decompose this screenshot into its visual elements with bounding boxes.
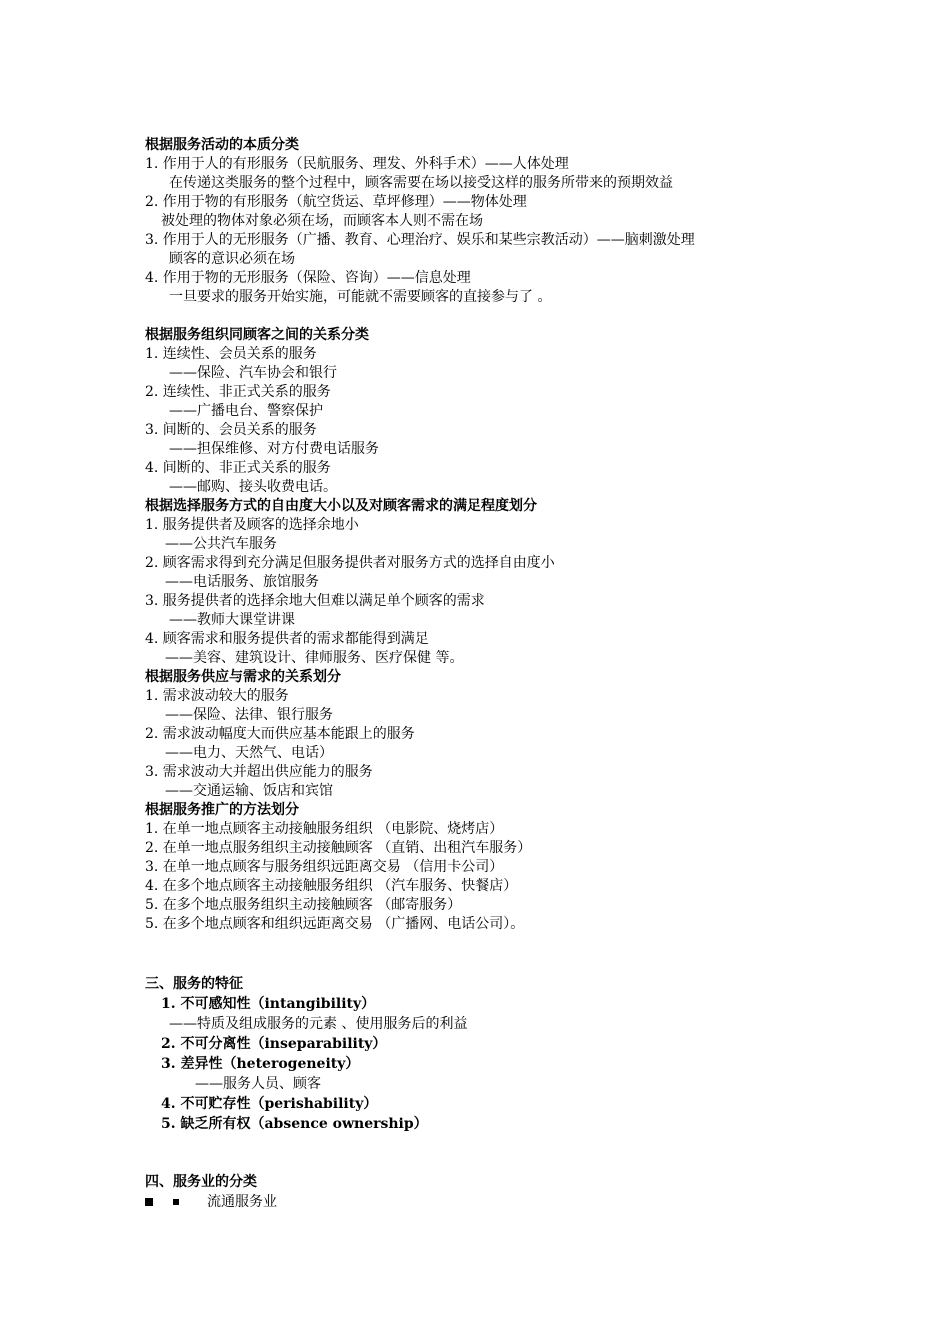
list-item: 1. 连续性、会员关系的服务 xyxy=(145,346,317,362)
list-item-note: ——保险、法律、银行服务 xyxy=(165,707,333,723)
list-item: 1. 需求波动较大的服务 xyxy=(145,688,289,704)
list-item: 4. 顾客需求和服务提供者的需求都能得到满足 xyxy=(145,631,429,647)
list-item-note: ——保险、汽车协会和银行 xyxy=(169,365,337,381)
spacer xyxy=(145,934,845,974)
list-item: 3. 服务提供者的选择余地大但难以满足单个顾客的需求 xyxy=(145,593,485,609)
list-item: 3. 间断的、会员关系的服务 xyxy=(145,422,317,438)
characteristic-item: 5. 缺乏所有权（absence ownership） xyxy=(161,1116,428,1132)
list-item-note: 在传递这类服务的整个过程中，顾客需要在场以接受这样的服务所带来的预期效益 xyxy=(169,175,673,191)
list-item: 4. 间断的、非正式关系的服务 xyxy=(145,460,331,476)
list-item: 4. 在多个地点顾客主动接触服务组织 （汽车服务、快餐店） xyxy=(145,878,518,894)
list-item: 1. 在单一地点顾客主动接触服务组织 （电影院、烧烤店） xyxy=(145,821,504,837)
list-item: 4. 作用于物的无形服务（保险、咨询）——信息处理 xyxy=(145,270,471,286)
section-title-freedom: 根据选择服务方式的自由度大小以及对顾客需求的满足程度划分 xyxy=(145,498,537,514)
list-item: 1. 作用于人的有形服务（民航服务、理发、外科手术）——人体处理 xyxy=(145,156,569,172)
bullet-text: 流通服务业 xyxy=(207,1194,277,1210)
document-page xyxy=(145,136,845,1212)
list-item: 1. 服务提供者及顾客的选择余地小 xyxy=(145,517,359,533)
characteristic-item: 2. 不可分离性（inseparability） xyxy=(161,1036,387,1052)
list-item-note: ——电话服务、旅馆服务 xyxy=(165,574,319,590)
list-item: 2. 需求波动幅度大而供应基本能跟上的服务 xyxy=(145,726,415,742)
list-item: 2. 连续性、非正式关系的服务 xyxy=(145,384,331,400)
list-item-note: 被处理的物体对象必须在场，而顾客本人则不需在场 xyxy=(161,213,483,229)
list-item-note: 一旦要求的服务开始实施，可能就不需要顾客的直接参与了 。 xyxy=(169,289,552,305)
list-item: 2. 顾客需求得到充分满足但服务提供者对服务方式的选择自由度小 xyxy=(145,555,555,571)
list-item-note: ——担保维修、对方付费电话服务 xyxy=(169,441,379,457)
section-title-supply-demand: 根据服务供应与需求的关系划分 xyxy=(145,669,341,685)
section-title-nature: 根据服务活动的本质分类 xyxy=(145,137,299,153)
characteristic-note: ——服务人员、顾客 xyxy=(195,1076,321,1092)
list-item-note: ——公共汽车服务 xyxy=(165,536,277,552)
list-item: 5. 在多个地点顾客和组织远距离交易 （广播网、电话公司）。 xyxy=(145,916,525,932)
list-item-note: ——邮购、接头收费电话。 xyxy=(169,479,337,495)
characteristic-item: 4. 不可贮存性（perishability） xyxy=(161,1096,378,1112)
list-item: 3. 需求波动大并超出供应能力的服务 xyxy=(145,764,373,780)
section-title-characteristics: 三、服务的特征 xyxy=(145,976,243,992)
list-item-note: ——美容、建筑设计、律师服务、医疗保健 等。 xyxy=(165,650,464,666)
list-item-note: ——教师大课堂讲课 xyxy=(169,612,295,628)
small-square-bullet-icon xyxy=(173,1199,179,1205)
characteristic-item: 3. 差异性（heterogeneity） xyxy=(161,1056,360,1072)
list-item-note: ——广播电台、警察保护 xyxy=(169,403,323,419)
bullet-list-item xyxy=(145,1192,845,1212)
spacer xyxy=(145,1134,845,1172)
section-title-relationship: 根据服务组织同顾客之间的关系分类 xyxy=(145,327,369,343)
square-bullet-icon xyxy=(145,1198,153,1206)
section-title-industry-classification: 四、服务业的分类 xyxy=(145,1174,257,1190)
list-item: 2. 作用于物的有形服务（航空货运、草坪修理）——物体处理 xyxy=(145,194,527,210)
characteristic-item: 1. 不可感知性（intangibility） xyxy=(161,996,376,1012)
list-item: 5. 在多个地点服务组织主动接触顾客 （邮寄服务） xyxy=(145,897,462,913)
list-item-note: 顾客的意识必须在场 xyxy=(169,251,295,267)
list-item-note: ——电力、天然气、电话） xyxy=(165,745,333,761)
section-title-promotion: 根据服务推广的方法划分 xyxy=(145,802,299,818)
list-item: 3. 作用于人的无形服务（广播、教育、心理治疗、娱乐和某些宗教活动）——脑刺激处理 xyxy=(145,232,695,248)
spacer xyxy=(145,307,845,326)
list-item: 2. 在单一地点服务组织主动接触顾客 （直销、出租汽车服务） xyxy=(145,840,532,856)
list-item-note: ——交通运输、饭店和宾馆 xyxy=(165,783,333,799)
characteristic-note: ——特质及组成服务的元素 、使用服务后的利益 xyxy=(169,1016,468,1032)
list-item: 3. 在单一地点顾客与服务组织远距离交易 （信用卡公司） xyxy=(145,859,504,875)
